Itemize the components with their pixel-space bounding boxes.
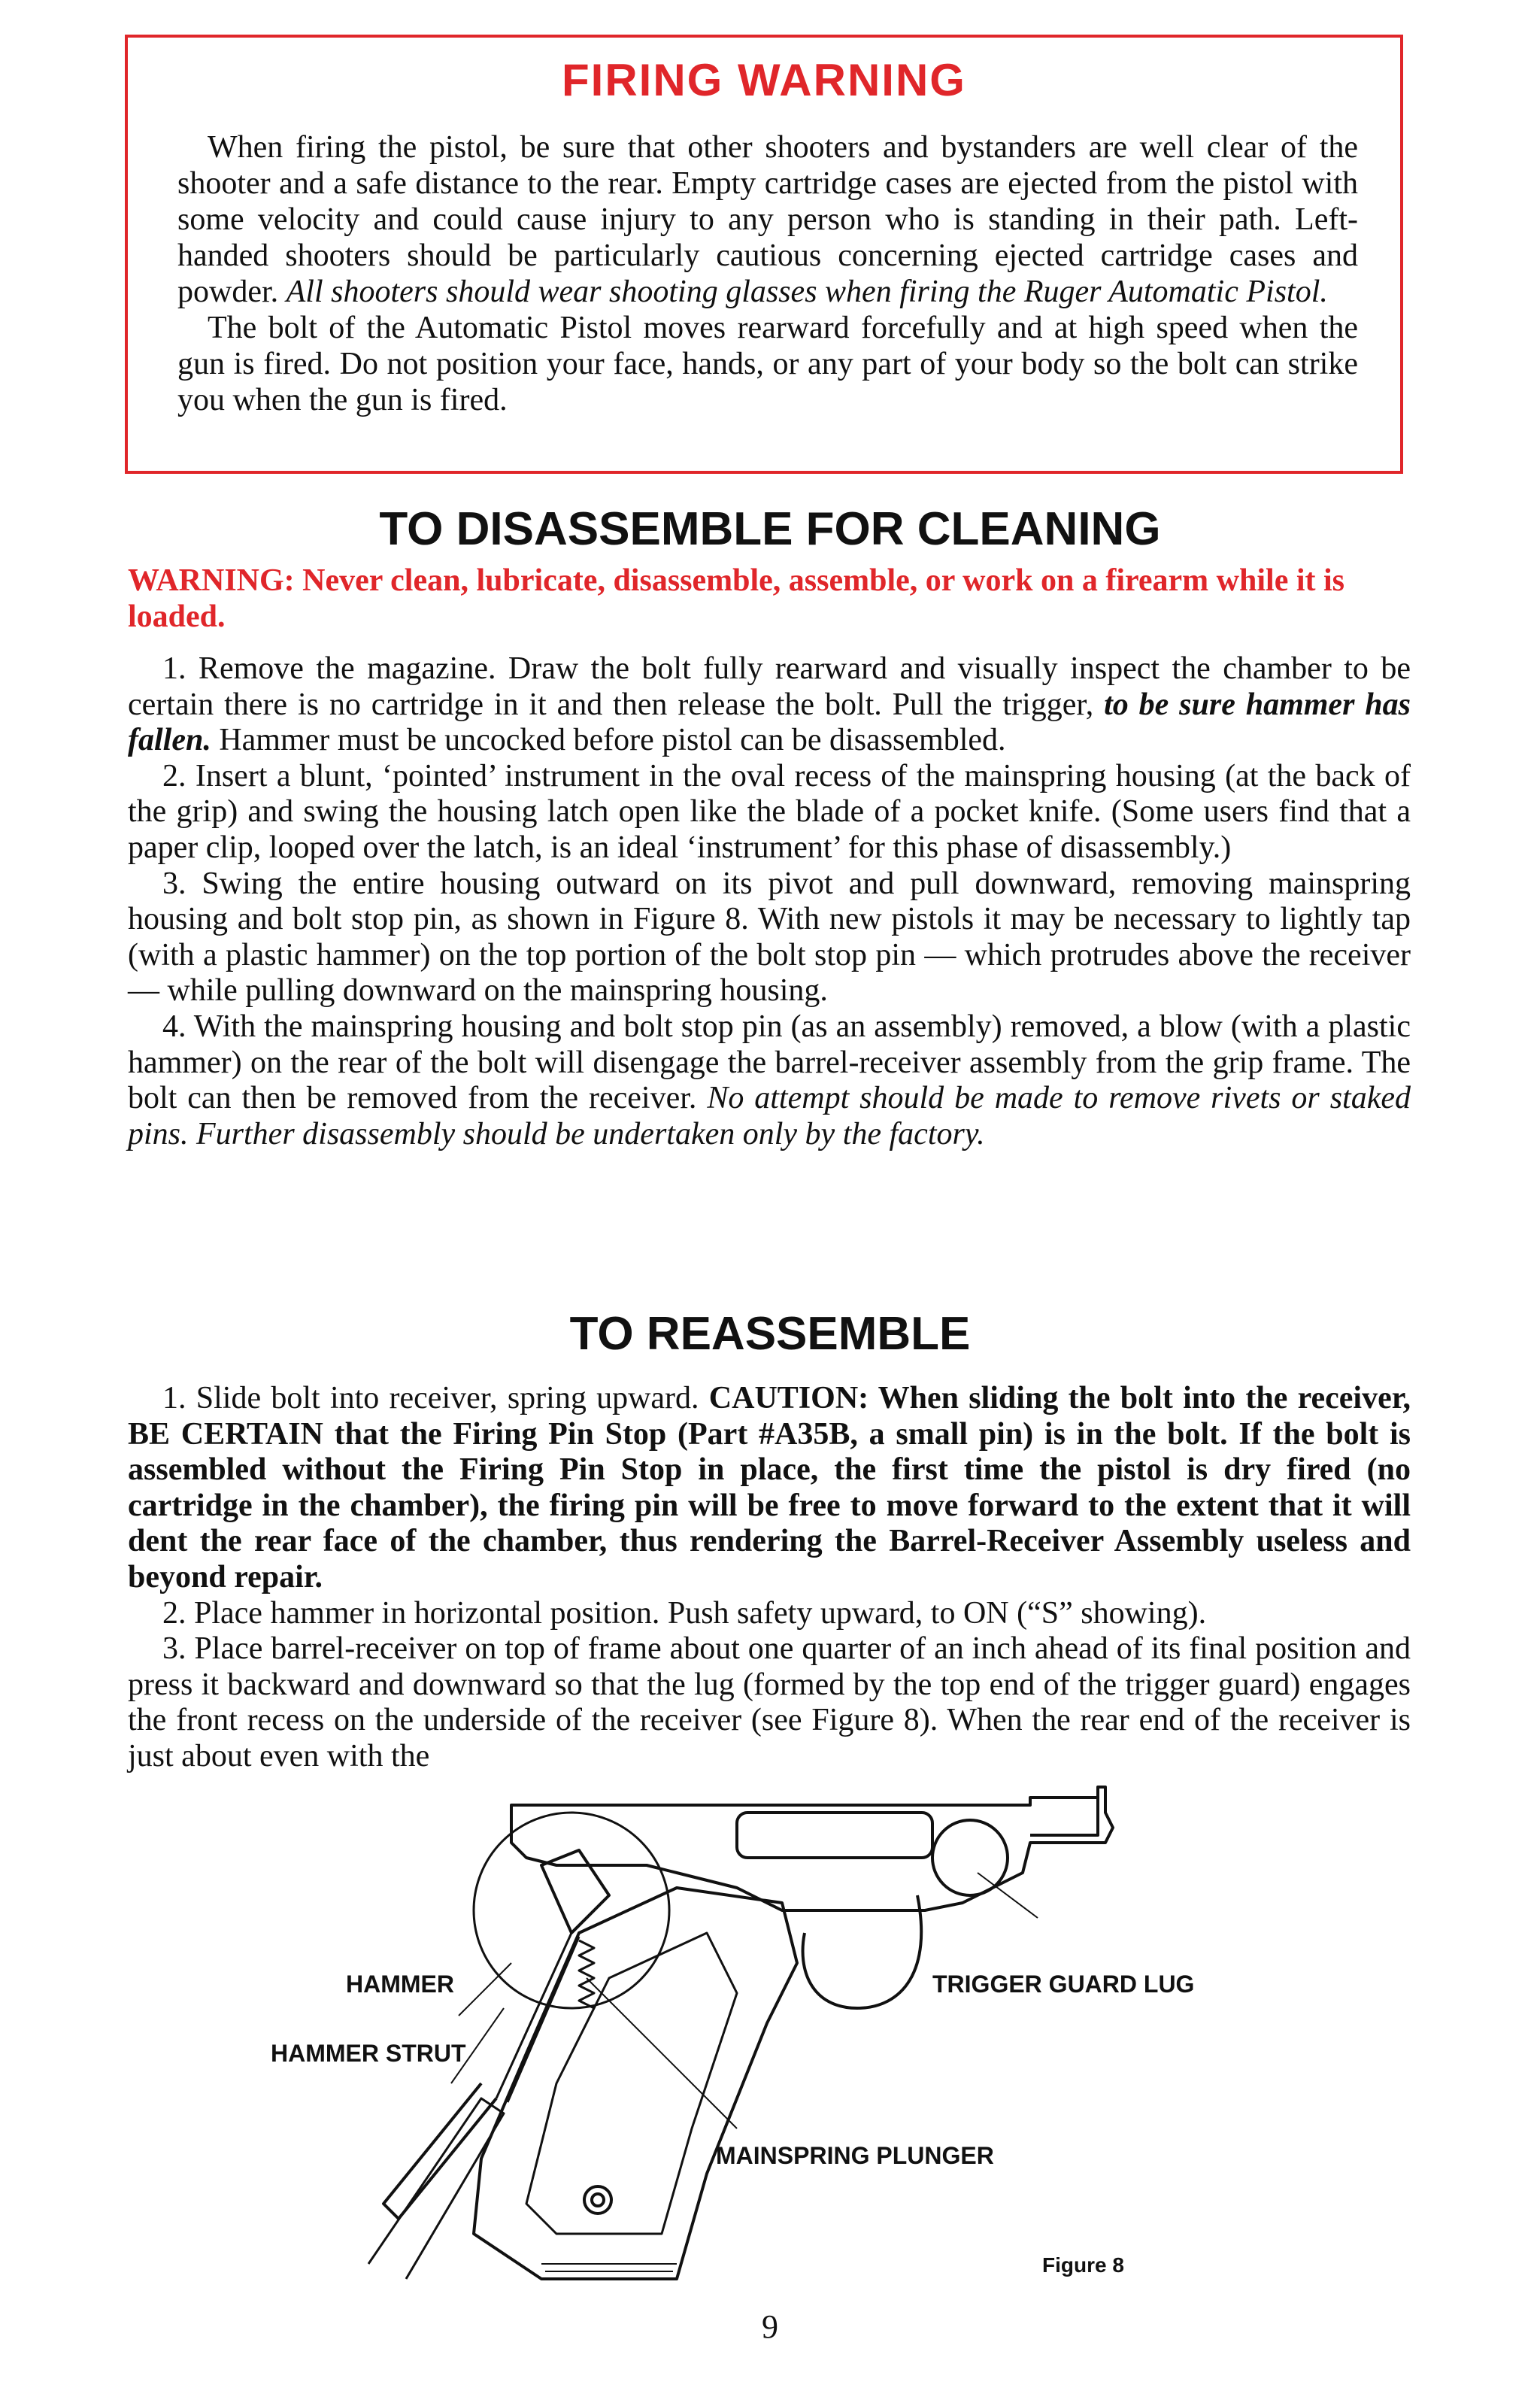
mainspring-coil — [579, 1940, 594, 2008]
disassemble-step-1-text-a: 1. Remove the magazine. Draw the bolt fully rearward and visually inspect the chamber to be certain there is no cartridge in it and then release the bolt. Pull the trigger, — [128, 651, 1411, 722]
reassemble-step-2: 2. Place hammer in horizontal position. Push safety upward, to ON (“S” showing). — [162, 1595, 1207, 1631]
disassemble-step-4-italic: No attempt should be made to remove rivets or staked pins. Further disassembly should be undertaken only by the factory. — [128, 1081, 1411, 1151]
label-hammer-strut: HAMMER STRUT — [271, 2040, 466, 2067]
hammer-part — [541, 1850, 609, 1933]
figure-8 — [256, 1783, 1248, 2294]
firing-warning-paragraph-1 — [177, 129, 1358, 310]
disassemble-step-3: 3. Swing the entire housing outward on its pivot and pull downward, removing mainspring housing and bolt stop pin, as shown in Figure 8. With new pistols it may be necessary to lightly tap (with a plastic hammer) on the top portion of the bolt stop pin — which protrudes above the receiver — while pulling downward on the mainspring housing. — [128, 866, 1411, 1009]
pistol-diagram — [256, 1783, 1248, 2294]
bolt-slot — [737, 1813, 932, 1858]
disassemble-step-4 — [128, 1009, 1411, 1152]
disassemble-step-4-text: 4. With the mainspring housing and bolt stop pin (as an assembly) removed, a blow (with a plastic hammer) on the rear of the bolt will disengage the barrel-receiver assembly from the grip frame. The bolt can then be removed from the receiver. — [128, 1009, 1411, 1116]
reassemble-steps — [128, 1381, 1411, 1775]
firing-warning-text-1: When firing the pistol, be sure that other shooters and bystanders are well clear of the shooter and a safe distance to the rear. Empty cartridge cases are ejected from the pistol with some velocity and could cause injury to any person who is standing in their path. Left-handed shooters should be particularly cautious concerning ejected cartridge cases and powder. — [177, 130, 1358, 309]
label-mainspring-plunger: MAINSPRING PLUNGER — [716, 2142, 994, 2169]
disassemble-step-2: 2. Insert a blunt, ‘pointed’ instrument in the oval recess of the mainspring housing (at the back of the grip) and swing the housing latch open like the blade of a pocket knife. (Some users find that a paper clip, looped over the latch, is an ideal ‘instrument’ for this phase of disassembly.) — [128, 758, 1411, 865]
firing-warning-title: FIRING WARNING — [562, 55, 966, 105]
firing-warning-box — [125, 35, 1403, 474]
reassemble-step-1 — [128, 1381, 1411, 1596]
disassemble-step-1-text-b: Hammer must be uncocked before pistol can be disassembled. — [211, 723, 1006, 758]
figure-caption: Figure 8 — [1042, 2253, 1124, 2277]
disassemble-steps — [128, 651, 1411, 1152]
grip-frame — [474, 1888, 797, 2279]
firing-warning-paragraph-2: The bolt of the Automatic Pistol moves rearward forcefully and at high speed when the gun is fired. Do not position your face, hands, or any part of your body so the bolt can strike you when the gun is fired. — [177, 311, 1358, 417]
hammer-housing — [474, 1813, 669, 2008]
firing-warning-glasses-note: All shooters should wear shooting glasses when firing the Ruger Automatic Pistol. — [286, 275, 1328, 309]
reassemble-step-3: 3. Place barrel-receiver on top of frame about one quarter of an inch ahead of its final position and press it backward and downward so that the lug (formed by the top end of the trigger guard) engages the front recess on the underside of the receiver (see Figure 8). When the rear end of the receiver is just about even with the — [128, 1631, 1411, 1773]
trigger-guard-lug-detail — [932, 1820, 1008, 1895]
disassemble-heading: TO DISASSEMBLE FOR CLEANING — [379, 503, 1161, 555]
firing-warning-body — [177, 129, 1358, 418]
reassemble-heading: TO REASSEMBLE — [569, 1308, 971, 1360]
mainspring-housing-latch — [383, 2083, 496, 2219]
disassemble-step-1 — [128, 651, 1411, 759]
reassemble-step-1-text: 1. Slide bolt into receiver, spring upward. — [162, 1381, 709, 1415]
reassemble-caution: CAUTION: When sliding the bolt into the receiver, BE CERTAIN that the Firing Pin Stop (Part #A35B, a small pin) is in the bolt. If the bolt is assembled without the Firing Pin Stop in place, the first time the pistol is dry fired (no cartridge in the chamber), the firing pin will be free to move forward to the extent that it will dent the rear face of the chamber, thus rendering the Barrel-Receiver Assembly useless and beyond repair. — [128, 1381, 1411, 1594]
trigger-guard — [803, 1895, 922, 2008]
disassemble-warning: WARNING: Never clean, lubricate, disassemble, assemble, or work on a firearm while it is loaded. — [128, 563, 1345, 634]
disassemble-step-1-italic: to be sure hammer has fallen. — [128, 687, 1411, 758]
barrel-end — [1030, 1798, 1098, 1835]
label-hammer: HAMMER — [346, 1971, 454, 1998]
page-number: 9 — [762, 2308, 778, 2345]
grip-screw — [584, 2186, 611, 2213]
label-trigger-guard-lug: TRIGGER GUARD LUG — [932, 1971, 1195, 1998]
receiver-outline — [511, 1787, 1113, 1910]
